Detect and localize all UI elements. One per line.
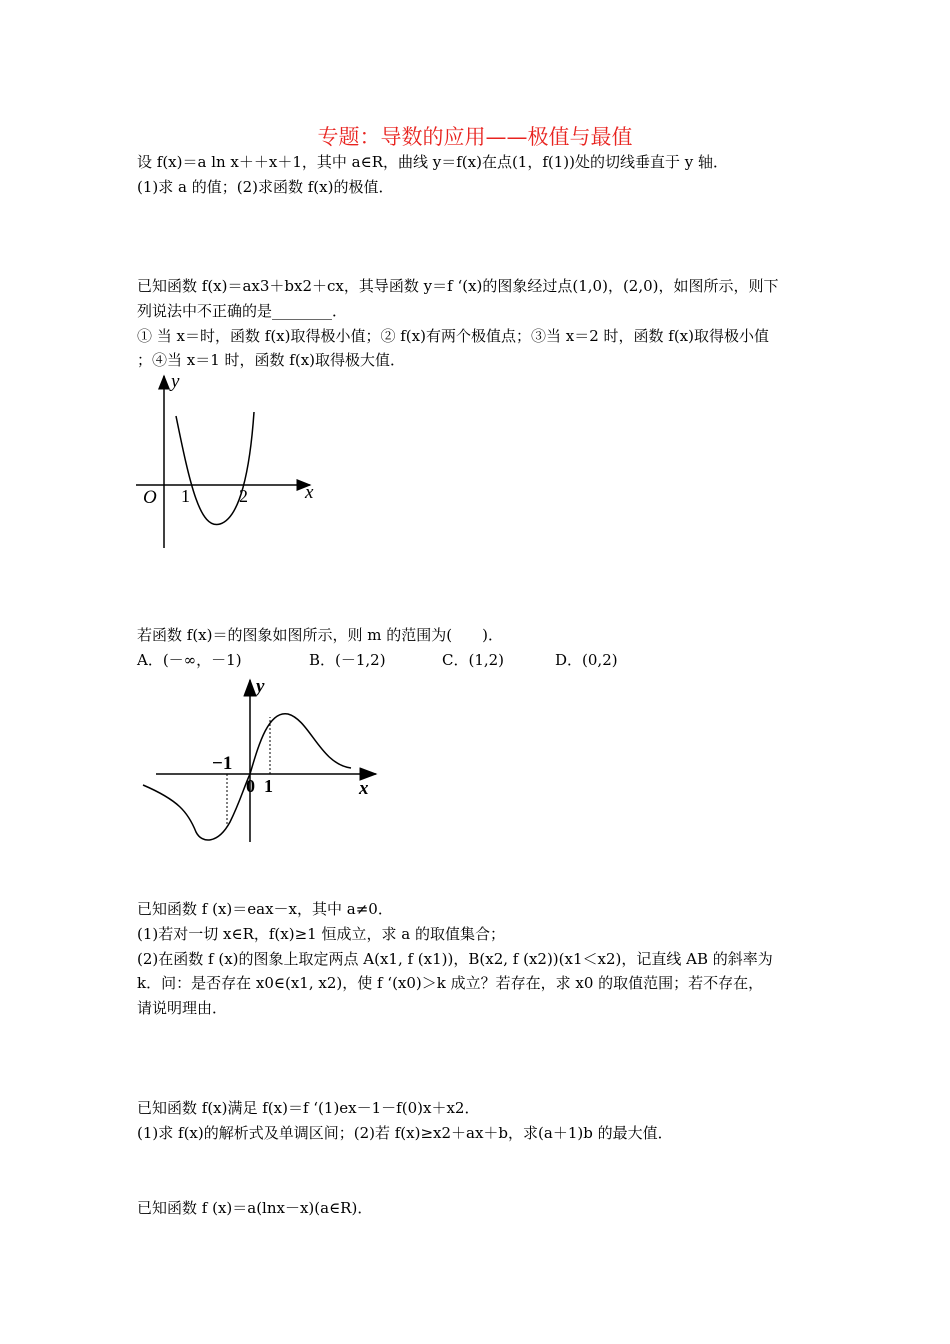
q2-line-1: 已知函数 f(x)＝ax3＋bx2＋cx，其导函数 y＝f ‘(x)的图象经过点(1,0)，(2,0)，如图所示，则下 xyxy=(137,277,779,295)
derivative-curve xyxy=(176,412,254,525)
x-axis-label: x xyxy=(305,482,314,503)
option-b: B．(－1,2) xyxy=(309,651,386,669)
q4-line-2: (1)若对一切 x∈R，f(x)≥1 恒成立，求 a 的取值集合； xyxy=(137,925,505,943)
derivative-graph xyxy=(130,370,330,555)
neg-tick-label: −1 xyxy=(212,753,233,774)
page-title: 专题：导数的应用——极值与最值 xyxy=(317,125,633,149)
origin-label: O xyxy=(143,487,157,508)
q3-line-1: 若函数 f(x)＝的图象如图所示，则 m 的范围为( )． xyxy=(137,626,503,644)
option-a: A．(－∞，－1) xyxy=(137,651,242,669)
tick-label-1: 1 xyxy=(264,776,273,796)
q2-line-3: ① 当 x＝时，函数 f(x)取得极小值；② f(x)有两个极值点；③当 x＝2 时，函数 f(x)取得极小值 xyxy=(137,327,769,345)
q1-line-1: 设 f(x)＝a ln x＋＋x＋1，其中 a∈R，曲线 y＝f(x)在点(1，f(1))处的切线垂直于 y 轴． xyxy=(137,153,729,171)
y-axis-label: y xyxy=(171,371,180,392)
q4-line-4: k．问：是否存在 x0∈(x1, x2)，使 f ‘(x0)＞k 成立？若存在，求 x0 的取值范围；若不存在， xyxy=(137,974,764,992)
q5-line-1: 已知函数 f(x)满足 f(x)＝f ‘(1)ex－1－f(0)x＋x2． xyxy=(137,1099,480,1117)
option-c: C．(1,2) xyxy=(442,651,505,669)
q2-line-2: 列说法中不正确的是________． xyxy=(137,302,348,320)
q4-line-1: 已知函数 f (x)＝eax－x，其中 a≠0． xyxy=(137,900,393,918)
x-axis-label: x xyxy=(359,778,369,799)
function-graph xyxy=(138,672,388,847)
origin-label: 0 xyxy=(246,776,255,796)
q5-line-2: (1)求 f(x)的解析式及单调区间；(2)若 f(x)≥x2＋ax＋b，求(a＋1)b 的最大值． xyxy=(137,1124,673,1142)
tick-label-2: 2 xyxy=(239,486,248,506)
option-d: D．(0,2) xyxy=(555,651,618,669)
q4-line-3: (2)在函数 f (x)的图象上取定两点 A(x1, f (x1))，B(x2, f (x2))(x1＜x2)，记直线 AB 的斜率为 xyxy=(137,950,773,968)
y-axis-label: y xyxy=(256,676,265,697)
tick-label-1: 1 xyxy=(181,486,190,506)
q2-line-4: ；④当 x＝1 时，函数 f(x)取得极大值． xyxy=(137,351,406,369)
q1-line-2: (1)求 a 的值；(2)求函数 f(x)的极值． xyxy=(137,178,394,196)
q4-line-5: 请说明理由． xyxy=(137,999,228,1017)
q6-line-1: 已知函数 f (x)＝a(lnx－x)(a∈R)． xyxy=(137,1199,373,1217)
